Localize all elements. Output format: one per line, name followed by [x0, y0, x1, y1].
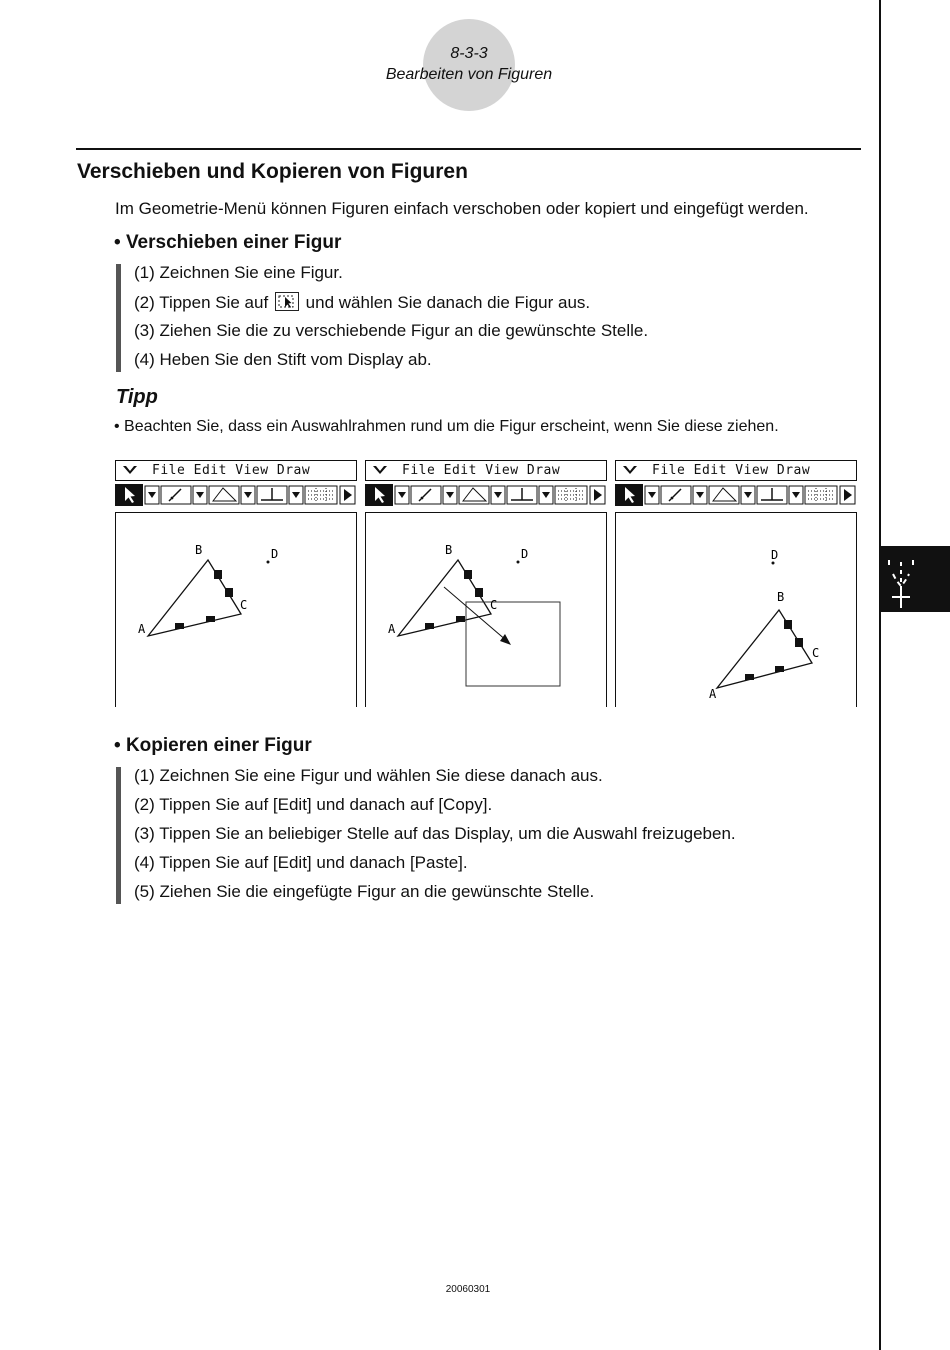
triangle-figure-moved [616, 513, 856, 707]
move-step-3: (3) Ziehen Sie die zu verschiebende Figur an die gewünschte Stelle. [134, 321, 649, 340]
tip-text: • Beachten Sie, dass ein Auswahlrahmen rund um die Figur erscheint, wenn Sie diese ziehen. [114, 418, 779, 435]
pen-icon [169, 489, 181, 501]
right-margin-rule [879, 0, 881, 1350]
menu-bar [365, 460, 607, 481]
toolbar [615, 484, 857, 506]
move-step-1: (1) Zeichnen Sie eine Figur. [134, 263, 343, 282]
copy-step-1: (1) Zeichnen Sie eine Figur und wählen Sie diese danach aus. [134, 766, 603, 785]
copy-heading-text: Kopieren einer Figur [125, 735, 312, 756]
toolbar [115, 484, 357, 506]
point-label-c: C [240, 598, 248, 612]
perpendicular-icon [261, 488, 283, 500]
svg-text:D: D [771, 548, 779, 562]
svg-text:A: A [388, 622, 396, 636]
screen-3 [615, 460, 859, 706]
screen-1 [115, 460, 359, 706]
menu-bar [615, 460, 857, 481]
screen-2 [365, 460, 609, 706]
copy-step-4: (4) Tippen Sie auf [Edit] und danach [Paste]. [134, 853, 468, 872]
triangle-icon [213, 488, 236, 501]
page-number: 8-3-3 [450, 45, 488, 62]
svg-text:D: D [521, 547, 529, 561]
geometry-canvas [115, 512, 357, 707]
svg-text:B: B [777, 590, 785, 604]
copy-step-3: (3) Tippen Sie an beliebiger Stelle auf das Display, um die Auswahl freizugeben. [134, 824, 736, 843]
triangle-figure-dragging [366, 513, 606, 707]
copy-step-5: (5) Ziehen Sie die eingefügte Figur an die gewünschte Stelle. [134, 882, 595, 901]
steps-bar [116, 767, 121, 904]
menu-bar [115, 460, 357, 481]
svg-text:C: C [490, 598, 498, 612]
copy-step-2: (2) Tippen Sie auf [Edit] und danach auf [Copy]. [134, 795, 493, 814]
move-step-4: (4) Heben Sie den Stift vom Display ab. [134, 350, 432, 369]
scroll-right-icon [344, 489, 352, 501]
page-number-circle [423, 19, 515, 111]
heading-rule [76, 148, 861, 150]
dropdown-chevron-icon [622, 464, 642, 478]
triangle-figure [116, 513, 356, 707]
selection-frame [466, 602, 560, 686]
section-title: Bearbeiten von Figuren [385, 66, 553, 83]
menu-text: File Edit View Draw [152, 463, 311, 478]
chapter-tab [881, 546, 950, 612]
svg-text:B: B [445, 543, 453, 557]
intro-text: Im Geometrie-Menü können Figuren einfach verschoben oder kopiert und eingefügt werden. [115, 199, 809, 218]
tip-heading: Tipp [116, 386, 158, 408]
dropdown-chevron-icon [122, 464, 142, 478]
geometry-canvas [615, 512, 857, 707]
svg-text:A: A [709, 687, 717, 701]
move-step-2-text: (2) Tippen Sie auf [134, 293, 269, 312]
toolbar [365, 484, 607, 506]
menu-text: File Edit View Draw [652, 463, 811, 478]
select-pointer-icon [275, 292, 299, 311]
svg-text:C: C [812, 646, 820, 660]
main-heading: Verschieben und Kopieren von Figuren [77, 160, 468, 183]
point-label-d: D [271, 547, 279, 561]
copy-heading: • Kopieren einer Figur [114, 735, 312, 756]
grid-icon [308, 488, 334, 502]
point-label-a: A [138, 622, 146, 636]
footer-code: 20060301 [445, 1284, 491, 1295]
menu-text: File Edit View Draw [402, 463, 561, 478]
move-step-2 [134, 292, 590, 313]
steps-bar [116, 264, 121, 372]
move-heading-text: Verschieben einer Figur [125, 232, 342, 253]
geometry-chapter-icon [881, 546, 950, 612]
geometry-canvas [365, 512, 607, 707]
dropdown-chevron-icon [372, 464, 392, 478]
point-label-b: B [195, 543, 203, 557]
move-heading: • Verschieben einer Figur [114, 232, 342, 253]
move-step-2-rest: und wählen Sie danach die Figur aus. [305, 293, 591, 312]
